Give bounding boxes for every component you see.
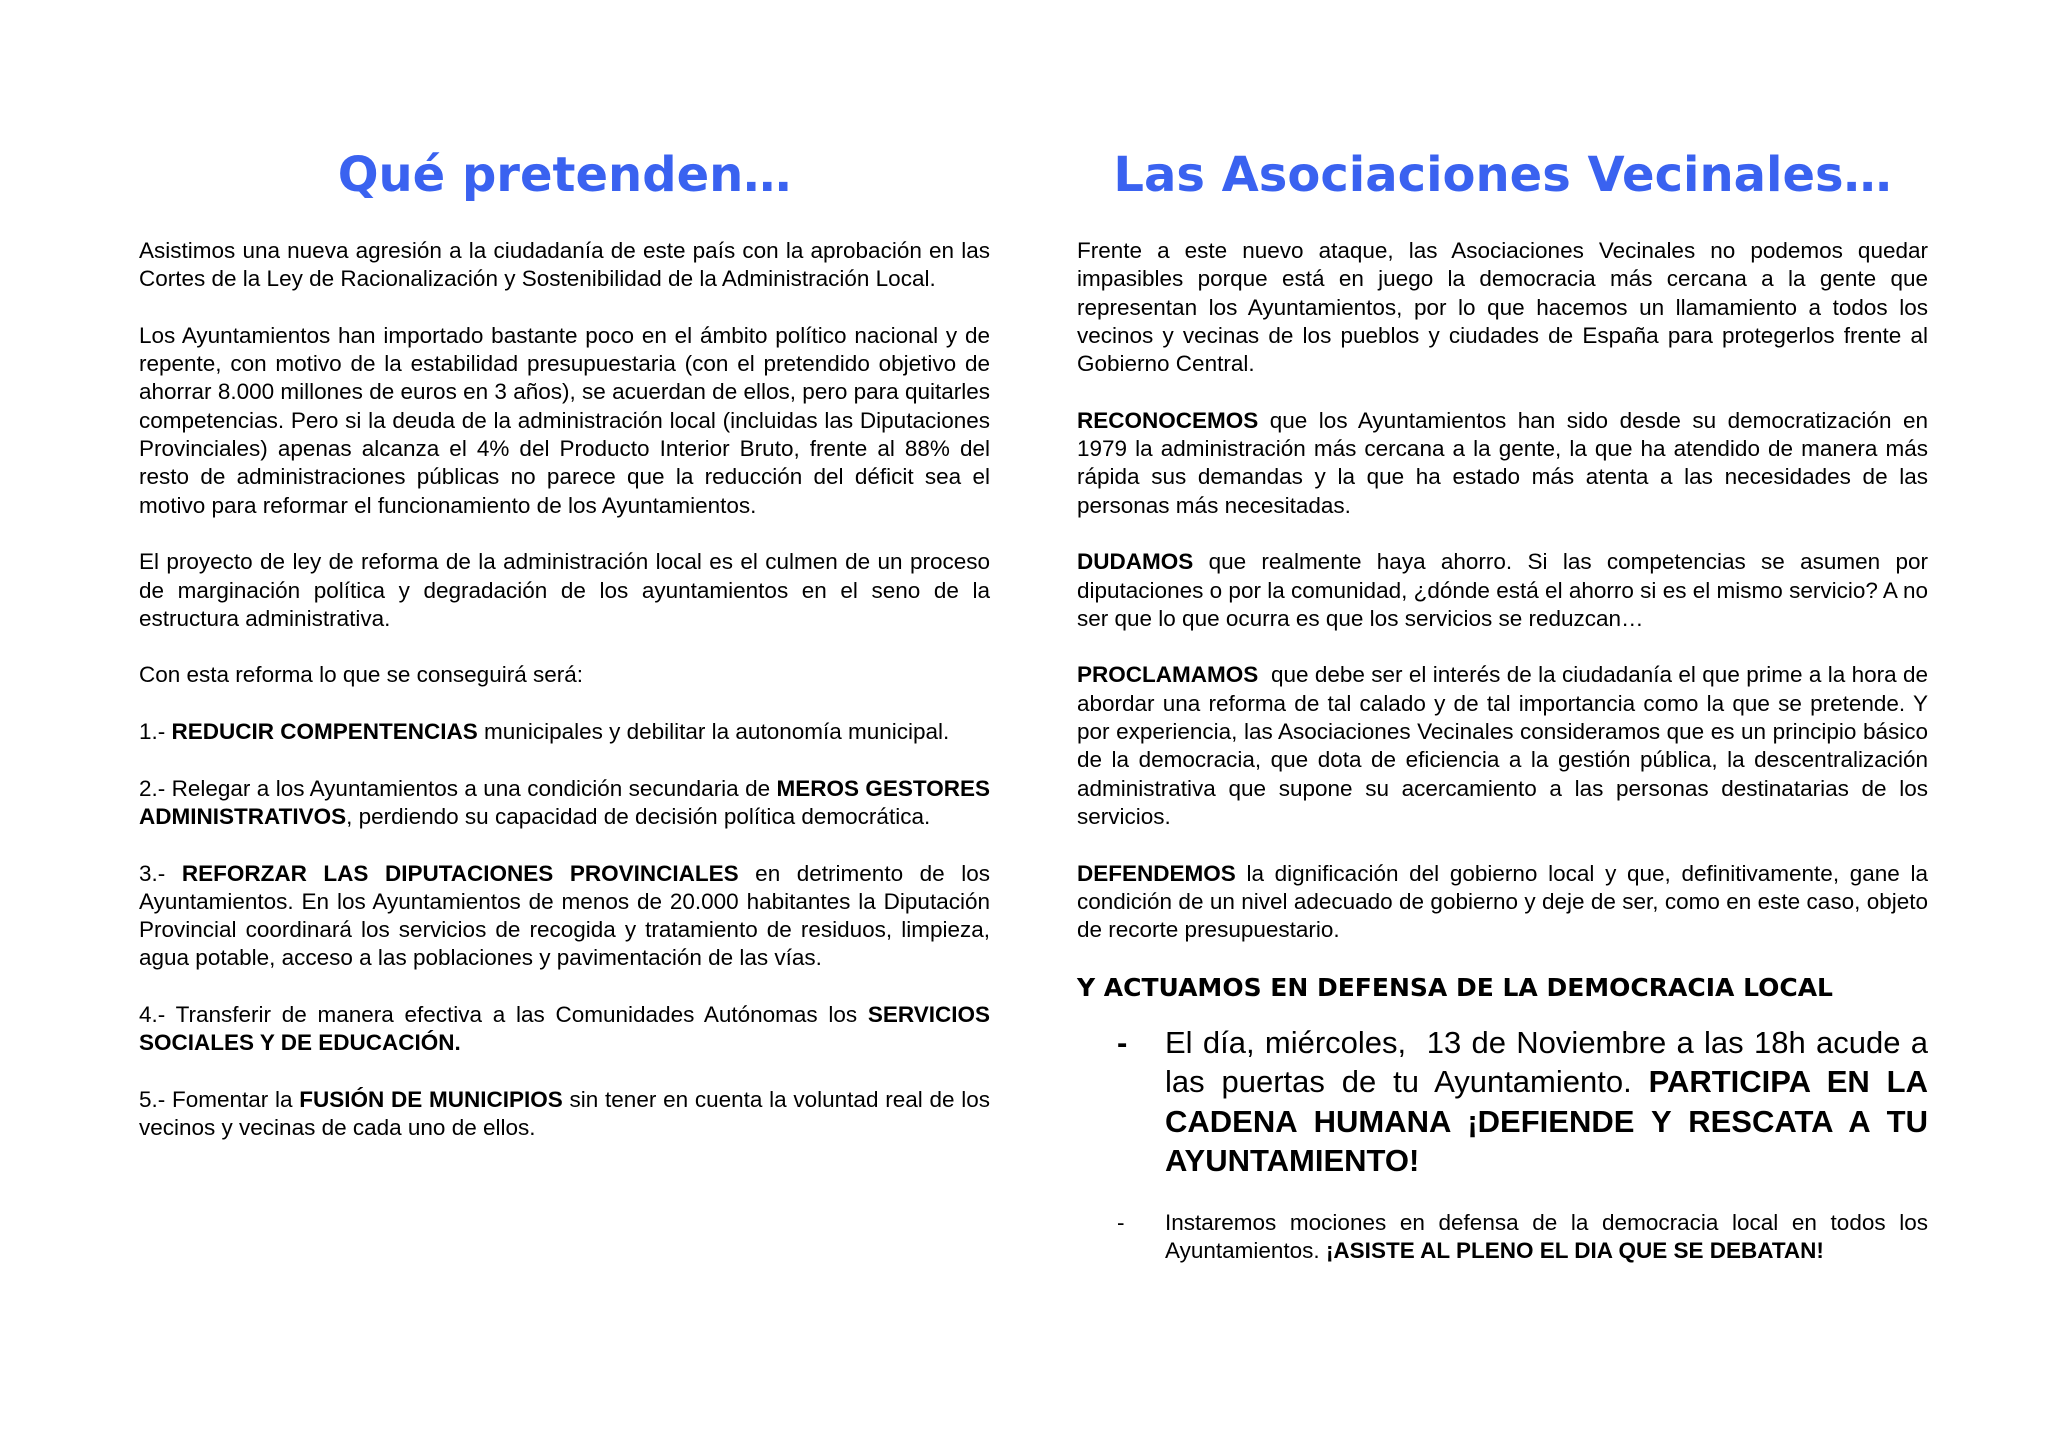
- bullet-1-bold: PARTICIPA EN LA CADENA HUMANA ¡DEFIENDE Y RESCATA A TU AYUNTAMIENTO!: [1165, 1064, 1937, 1179]
- list-item-5-bold: FUSIÓN DE MUNICIPIOS: [299, 1086, 563, 1112]
- reconocemos-bold: RECONOCEMOS: [1077, 407, 1259, 433]
- bullet-2-pre: Instaremos mociones en defensa de la democracia local en todos los Ayuntamientos.: [1165, 1209, 1928, 1264]
- right-title: Las Asociaciones Vecinales…: [1113, 147, 1892, 203]
- defendemos-paragraph: [1077, 860, 1928, 945]
- action-heading: Y ACTUAMOS EN DEFENSA DE LA DEMOCRACIA LOCAL: [1077, 972, 1833, 1002]
- bullet-text-1: [1165, 1023, 1937, 1181]
- list-item-1: [139, 718, 990, 746]
- dudamos-bold: DUDAMOS: [1077, 549, 1194, 575]
- bullet-text-2: [1165, 1209, 1928, 1266]
- bullet-item-1: [1077, 1023, 1937, 1181]
- proclamamos-bold: PROCLAMAMOS: [1077, 662, 1259, 688]
- list-item-3-pre: 3.-: [139, 860, 182, 886]
- left-paragraph-4: Con esta reforma lo que se conseguirá será:: [139, 662, 583, 688]
- reconocemos-text: que los Ayuntamientos han sido desde su democratización en 1979 la administración más cercana a la gente, la que ha atendido de manera más rápida sus demandas y la que ha estado más atenta a las necesidades de las personas más necesitadas.: [1077, 407, 1928, 518]
- proclamamos-text: que debe ser el interés de la ciudadanía el que prime a la hora de abordar una reforma de tal calado y de tal importancia como la que se pretende. Y por experiencia, las Asociaciones Vecinales consideramos que es un principio básico de la democracia, que dota de eficiencia a la gestión pública, la descentralización administrativa que supone su acercamiento a las personas destinatarias de los servicios.: [1077, 662, 1935, 829]
- defendemos-bold: DEFENDEMOS: [1077, 860, 1236, 886]
- list-item-5-pre: 5.- Fomentar la: [139, 1086, 300, 1112]
- dudamos-text: que realmente haya ahorro. Si las competencias se asumen por diputaciones o por la comunidad, ¿dónde está el ahorro si es el mismo servicio? A no ser que lo que ocurra es que los servicios se reduzcan…: [1077, 549, 1928, 631]
- right-paragraph-1: Frente a este nuevo ataque, las Asociaciones Vecinales no podemos quedar impasibles porque está en juego la democracia más cercana a la gente que representan los Ayuntamientos, por lo que hacemos un llamamiento a todos los vecinos y vecinas de los pueblos y ciudades de España para protegerlos frente al Gobierno Central.: [1077, 238, 1928, 377]
- list-item-2-bold: MEROS GESTORES ADMINISTRATIVOS: [139, 775, 990, 829]
- right-body: [1077, 237, 1937, 1265]
- list-item-1-post: municipales y debilitar la autonomía municipal.: [477, 719, 950, 745]
- list-item-4: [139, 1001, 990, 1058]
- list-item-3-bold: REFORZAR LAS DIPUTACIONES PROVINCIALES: [181, 860, 739, 886]
- list-item-3: [139, 860, 990, 973]
- reconocemos-paragraph: [1077, 407, 1928, 520]
- list-item-4-bold: SERVICIOS SOCIALES Y DE EDUCACIÓN.: [139, 1002, 990, 1056]
- left-paragraph-3: El proyecto de ley de reforma de la administración local es el culmen de un proceso de marginación política y degradación de los ayuntamientos en el seno de la estructura administrativa.: [139, 549, 990, 631]
- dudamos-paragraph: [1077, 548, 1928, 633]
- bullet-dash-1: -: [1117, 1024, 1128, 1060]
- bullet-1-pre: El día, miércoles, 13 de Noviembre a las 18h acude a las puertas de tu Ayuntamiento.: [1165, 1024, 1937, 1100]
- list-item-5-post: sin tener en cuenta la voluntad real de los vecinos y vecinas de cada uno de ellos.: [139, 1086, 990, 1141]
- proclamamos-paragraph: [1077, 661, 1935, 831]
- left-paragraph-1: Asistimos una nueva agresión a la ciudadanía de este país con la aprobación en las Cortes de la Ley de Racionalización y Sostenibilidad de la Administración Local.: [139, 238, 990, 292]
- defendemos-text: la dignificación del gobierno local y que, definitivamente, gane la condición de un nivel adecuado de gobierno y deje de ser, como en este caso, objeto de recorte presupuestario.: [1077, 860, 1928, 943]
- list-item-2-post: , perdiendo su capacidad de decisión política democrática.: [346, 803, 931, 829]
- list-item-2-pre: 2.- Relegar a los Ayuntamientos a una condición secundaria de: [139, 775, 777, 801]
- list-item-4-pre: 4.- Transferir de manera efectiva a las Comunidades Autónomas los: [139, 1002, 868, 1028]
- list-item-2: [139, 775, 990, 832]
- left-paragraph-2: Los Ayuntamientos han importado bastante poco en el ámbito político nacional y de repente, con motivo de la estabilidad presupuestaria (con el pretendido objetivo de ahorrar 8.000 millones de euros en 3 años), se acuerdan de ellos, pero para quitarles competencias. Pero si la deuda de la administración local (incluidas las Diputaciones Provinciales) apenas alcanza el 4% del Producto Interior Bruto, frente al 88% del resto de administraciones públicas no parece que la reducción del déficit sea el motivo para reformar el funcionamiento de los Ayuntamientos.: [139, 322, 990, 518]
- left-body: [139, 237, 990, 1171]
- left-title: Qué pretenden…: [337, 147, 792, 203]
- list-item-5: [139, 1086, 990, 1143]
- bullet-item-2: [1077, 1209, 1928, 1266]
- list-item-1-bold: REDUCIR COMPENTENCIAS: [171, 719, 478, 745]
- list-item-3-post: en detrimento de los Ayuntamientos. En los Ayuntamientos de menos de 20.000 habitantes la Diputación Provincial coordinará los servicios de recogida y tratamiento de residuos, limpieza, agua potable, acceso a las poblaciones y pavimentación de las vías.: [139, 860, 990, 971]
- list-item-1-pre: 1.-: [139, 719, 172, 745]
- bullet-dash-2: -: [1117, 1209, 1125, 1235]
- bullet-2-bold: ¡ASISTE AL PLENO EL DIA QUE SE DEBATAN!: [1325, 1238, 1824, 1264]
